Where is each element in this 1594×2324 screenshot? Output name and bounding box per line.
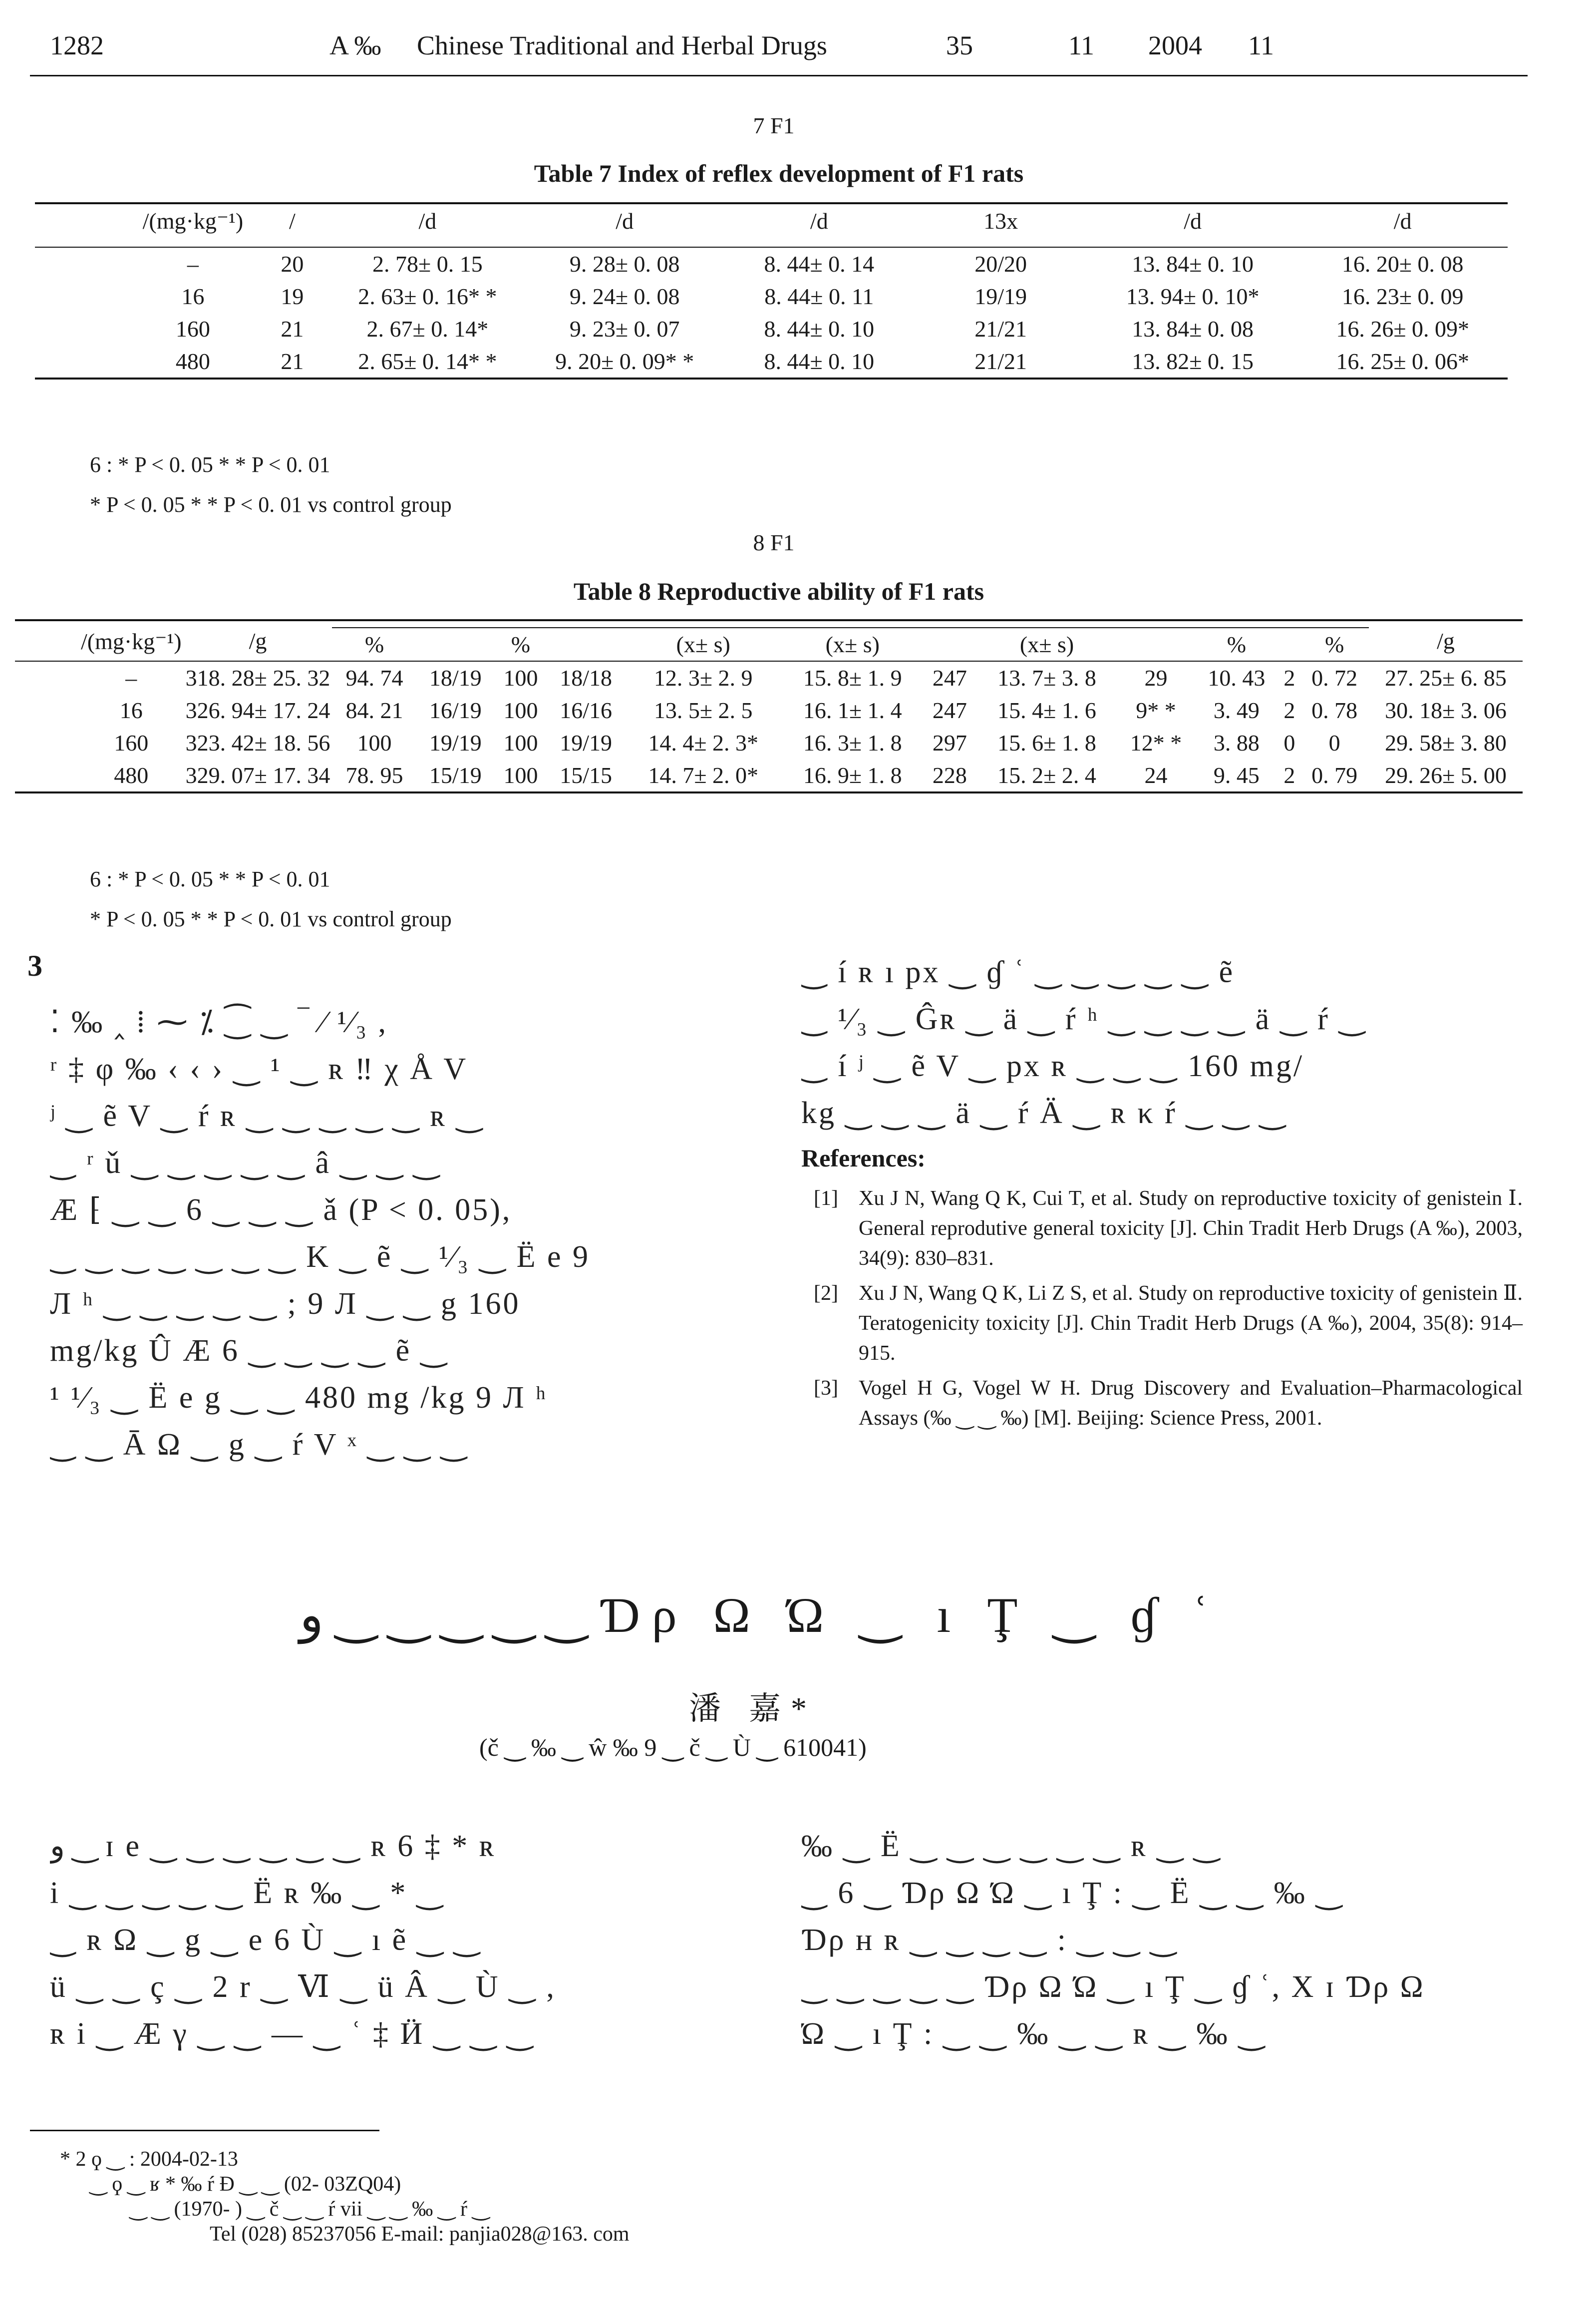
table8-h-b xyxy=(1279,620,1369,628)
reference-item xyxy=(814,1278,1528,1373)
table-cell: 15. 6± 1. 8 xyxy=(997,730,1096,756)
table-cell: 16/16 xyxy=(560,698,612,723)
left-column-text xyxy=(50,999,779,1468)
table-cell xyxy=(35,280,132,313)
article-affiliation: (č ‿ ‰ ‿ ŵ ‰ 9 ‿ č ‿ Ù ‿ 610041) xyxy=(479,1733,867,1761)
table-cell: 21/21 xyxy=(974,316,1027,342)
table-cell xyxy=(35,313,132,345)
table-cell: 19/19 xyxy=(974,284,1027,309)
text-line: kg ‿ ‿ ‿ ä ‿ ŕ Ä ‿ ʀ κ ŕ ‿ ‿ ‿ xyxy=(801,1096,1287,1130)
table-cell: 12. 3± 2. 9 xyxy=(653,665,753,691)
table7-h-c2: /d xyxy=(616,208,634,234)
article2-right-text xyxy=(801,1823,1530,2057)
table-cell: 323. 42± 18. 56 xyxy=(185,730,330,756)
text-line: Ɗρ ʜ ʀ ‿ ‿ ‿ ‿ : ‿ ‿ ‿ xyxy=(801,1923,1178,1957)
table-cell xyxy=(15,694,79,727)
references-heading: References: xyxy=(801,1144,926,1172)
table8-h-dose xyxy=(79,620,184,661)
table8-caption-en: Table 8 Reproductive ability of F1 rats xyxy=(573,577,984,605)
journal-name-en: Chinese Traditional and Herbal Drugs xyxy=(417,30,827,60)
table-cell: 18/18 xyxy=(560,665,612,691)
table-cell: 84. 21 xyxy=(345,698,403,723)
table-cell: 13. 84± 0. 08 xyxy=(1132,316,1254,342)
table-cell: 21 xyxy=(281,316,304,342)
month: 11 xyxy=(1248,30,1274,60)
table-cell xyxy=(15,727,79,759)
table-cell: 19/19 xyxy=(429,730,482,756)
table-cell: 2. 65± 0. 14* * xyxy=(358,349,497,374)
table7-h-group xyxy=(35,203,132,237)
table-cell: 9. 28± 0. 08 xyxy=(569,251,680,277)
table-row xyxy=(35,313,1508,345)
footnote-received: * 2 ϙ ‿ : 2004-02-13 xyxy=(60,2148,238,2171)
table-cell: 297 xyxy=(932,730,967,756)
table-cell: 228 xyxy=(932,763,967,788)
table-cell: 14. 4± 2. 3* xyxy=(648,730,759,756)
table-cell: 8. 44± 0. 10 xyxy=(764,349,875,374)
table-cell: 12* * xyxy=(1130,730,1182,756)
table8-h-last: /g xyxy=(1437,628,1455,654)
table8-sh-l1 xyxy=(923,628,976,661)
page-number: 1282 xyxy=(50,30,104,60)
table-cell: 160 xyxy=(114,730,149,756)
table8-note-cn: 6 : * P < 0. 05 * * P < 0. 01 xyxy=(90,867,330,891)
table7 xyxy=(35,202,1508,380)
reference-item xyxy=(814,1183,1528,1278)
running-header xyxy=(50,30,1513,70)
article2-left-text xyxy=(50,1823,779,2057)
table8-h-litter xyxy=(923,620,1117,628)
table-cell: 247 xyxy=(932,698,967,723)
text-line: ‰ ‿ Ë ‿ ‿ ‿ ‿ ‿ ‿ ʀ ‿ ‿ xyxy=(801,1829,1222,1863)
table7-caption-cn: 7 F1 xyxy=(753,113,795,138)
table-cell: – xyxy=(187,251,199,277)
table-cell: 0. 72 xyxy=(1311,665,1358,691)
table-cell: 2 xyxy=(1283,763,1295,788)
table8-sh-b2: % xyxy=(1324,632,1344,657)
table7-h-n xyxy=(254,203,330,237)
table8-sh-b1 xyxy=(1279,628,1300,661)
table-cell xyxy=(35,345,132,379)
table8-sh-ratio2 xyxy=(547,628,625,661)
table-cell: 16 xyxy=(119,698,143,723)
header-rule xyxy=(30,75,1528,76)
table-cell: 10. 43 xyxy=(1208,665,1266,691)
text-line: Æ ⁅ ‿ ‿ 6 ‿ ‿ ‿ ǎ (P < 0. 05), xyxy=(50,1193,512,1227)
text-line: ‿ ‿ ‿ ‿ ‿ Ɗρ Ω Ώ ‿ ı Ţ ‿ ɠ ʿ, X ɪ Ɗρ Ω xyxy=(801,1970,1425,2004)
table-row xyxy=(15,759,1523,792)
text-line: ⁚ ‰ ‸ ⁞ ⁓ ⁒ ⁐ ‿ ‾ ⁄ ¹⁄₃ , xyxy=(50,1005,388,1039)
text-line: ‿ 6 ‿ Ɗρ Ω Ώ ‿ ı Ţ : ‿ Ë ‿ ‿ ‰ ‿ xyxy=(801,1876,1344,1910)
table8-note-en: * P < 0. 05 * * P < 0. 01 vs control group xyxy=(90,907,452,931)
table8-h-a xyxy=(1118,620,1279,628)
table-cell: 19/19 xyxy=(560,730,612,756)
table-cell: 29. 26± 5. 00 xyxy=(1385,763,1507,788)
table8-sh-meansd: (x± s) xyxy=(676,632,730,657)
table-cell: 16. 25± 0. 06* xyxy=(1336,349,1470,374)
table-cell: 100 xyxy=(357,730,392,756)
table-cell: 16. 26± 0. 09* xyxy=(1336,316,1470,342)
table-cell: 0. 78 xyxy=(1311,698,1358,723)
article-title: ﻭ ‿ ‿ ‿ ‿ ‿ Ɗρ Ω Ώ ‿ ı Ţ ‿ ɠ ʿ xyxy=(300,1587,1221,1643)
table-cell: 3. 88 xyxy=(1213,730,1260,756)
table-cell: 326. 94± 17. 24 xyxy=(185,698,330,723)
table8-caption-cn: 8 F1 xyxy=(753,530,795,555)
table-cell: 8. 44± 0. 14 xyxy=(764,251,875,277)
table-cell: 2 xyxy=(1283,698,1295,723)
table7-caption-en: Table 7 Index of reflex development of F1 rats xyxy=(534,159,1024,187)
table-cell: 100 xyxy=(503,730,538,756)
table-row xyxy=(35,247,1508,280)
table-cell: 94. 74 xyxy=(345,665,403,691)
table-cell: 15/15 xyxy=(560,763,612,788)
text-line: ʀ i ‿ Æ γ ‿ ‿ — ‿ ʿ ‡ Ӥ ‿ ‿ ‿ xyxy=(50,2017,535,2051)
text-line: Л ʰ ‿ ‿ ‿ ‿ ‿ ; 9 Л ‿ ‿ g 160 xyxy=(50,1287,521,1321)
table-cell: 318. 28± 25. 32 xyxy=(185,665,330,691)
table-cell: 16. 1± 1. 4 xyxy=(803,698,902,723)
table8-sh-ratio xyxy=(417,628,494,661)
table-cell: 16/19 xyxy=(429,698,482,723)
reference-text: Xu J N, Wang Q K, Cui T, et al. Study on reproductive toxicity of genistein Ⅰ. General reprodutive general toxicity [J]. Chin Tradit Herb Drugs (A ‰), 2003, 34(9): 830–831. xyxy=(859,1187,1523,1270)
table-cell: 9* * xyxy=(1136,698,1176,723)
table-cell: – xyxy=(125,665,137,691)
table-cell: 8. 44± 0. 10 xyxy=(764,316,875,342)
table8-h-fertility xyxy=(494,620,625,628)
journal-name-cn: A ‰ xyxy=(329,30,381,60)
text-line: ‿ ‿ Ā Ω ‿ g ‿ ŕ V ˣ ‿ ‿ ‿ xyxy=(50,1428,468,1462)
table-cell: 15/19 xyxy=(429,763,482,788)
table-cell: 15. 8± 1. 9 xyxy=(803,665,902,691)
text-line: ‿ ʀ Ω ‿ g ‿ e 6 Ù ‿ ı ẽ ‿ ‿ xyxy=(50,1923,481,1957)
table-cell: 2. 78± 0. 15 xyxy=(372,251,483,277)
text-line: ʳ ‡ φ ‰ ‹ ‹ › ‿ ¹ ‿ ʀ ‼ χ Å V xyxy=(50,1052,468,1086)
table-cell: 0. 79 xyxy=(1311,763,1358,788)
table7-h-n-unit: / xyxy=(289,208,296,234)
table-row xyxy=(15,661,1523,694)
text-line: ‿ í ʀ ı px ‿ ɠ ʿ ‿ ‿ ‿ ‿ ‿ ẽ xyxy=(801,955,1235,989)
table7-h-c1: /d xyxy=(418,208,437,234)
table8-header-row xyxy=(15,620,1523,628)
reference-number: [1] xyxy=(814,1187,838,1210)
table8-sh-a1 xyxy=(1118,628,1195,661)
volume: 35 xyxy=(946,30,973,60)
table-cell: 480 xyxy=(114,763,149,788)
text-line: ‿ í ʲ ‿ ẽ V ‿ px ʀ ‿ ‿ ‿ 160 mg/ xyxy=(801,1049,1304,1083)
table8-sh-meansd3: (x± s) xyxy=(1019,632,1074,657)
table-cell: 27. 25± 6. 85 xyxy=(1385,665,1507,691)
table-cell: 29 xyxy=(1144,665,1168,691)
table-cell: 19 xyxy=(281,284,304,309)
table8-h-v1 xyxy=(625,620,782,628)
table-cell: 0 xyxy=(1283,730,1295,756)
table-cell: 2. 63± 0. 16* * xyxy=(358,284,497,309)
table8-sh-pct2: % xyxy=(511,632,531,657)
table-cell: 100 xyxy=(503,665,538,691)
footnote-bio: ‿ ‿ (1970- ) ‿ č ‿ ‿ ŕ vii ‿ ‿ ‰ ‿ ŕ ‿ xyxy=(130,2198,490,2221)
table8-h-v2 xyxy=(782,620,923,628)
reference-item xyxy=(814,1373,1528,1468)
table-cell: 30. 18± 3. 06 xyxy=(1385,698,1507,723)
table8-sh-a2: % xyxy=(1227,632,1247,657)
table7-note-en: * P < 0. 05 * * P < 0. 01 vs control group xyxy=(90,492,452,517)
table-cell: 13. 94± 0. 10* xyxy=(1126,284,1260,309)
table-cell: 14. 7± 2. 0* xyxy=(648,763,759,788)
table-cell: 20 xyxy=(281,251,304,277)
table-cell: 8. 44± 0. 11 xyxy=(764,284,874,309)
text-line: ﻭ ‿ ɪ e ‿ ‿ ‿ ‿ ‿ ‿ ʀ 6 ‡ * ʀ xyxy=(50,1829,496,1863)
table7-h-dose-unit: /(mg·kg⁻¹) xyxy=(142,208,244,234)
table-cell: 13. 84± 0. 10 xyxy=(1132,251,1254,277)
table-cell: 16. 20± 0. 08 xyxy=(1341,251,1464,277)
footnote-rule xyxy=(30,2130,379,2131)
table-cell xyxy=(35,247,132,280)
reference-text: Xu J N, Wang Q K, Li Z S, et al. Study on reproductive toxicity of genistein Ⅱ. Teratogenicity toxicity [J]. Chin Tradit Herb Drugs (A ‰), 2004, 35(8): 914–915. xyxy=(859,1282,1523,1365)
article-author: 潘 嘉* xyxy=(689,1691,817,1726)
table-cell: 9. 23± 0. 07 xyxy=(569,316,680,342)
table-cell: 16. 3± 1. 8 xyxy=(803,730,902,756)
table8-h-mating xyxy=(332,620,494,628)
table-cell: 15. 4± 1. 6 xyxy=(997,698,1096,723)
table8 xyxy=(15,619,1523,793)
table7-h-c5: /d xyxy=(1184,208,1202,234)
table-cell xyxy=(15,759,79,792)
table7-header-row xyxy=(35,203,1508,237)
footnote-contact: Tel (028) 85237056 E-mail: panjia028@163. com xyxy=(210,2223,630,2246)
table-row xyxy=(15,694,1523,727)
table-cell: 15. 2± 2. 4 xyxy=(997,763,1096,788)
text-line: ü ‿ ‿ ç ‿ 2 r ‿ Ⅵ ‿ ü Â ‿ Ù ‿ , xyxy=(50,1970,556,2004)
table7-h-c3: /d xyxy=(810,208,828,234)
section-3-heading: 3 xyxy=(27,949,42,982)
text-line: i ‿ ‿ ‿ ‿ ‿ Ë ʀ ‰ ‿ * ‿ xyxy=(50,1876,444,1910)
table-cell: 21 xyxy=(281,349,304,374)
text-line: ʲ ‿ ẽ V ‿ ŕ ʀ ‿ ‿ ‿ ‿ ‿ ʀ ‿ xyxy=(50,1099,484,1133)
table-cell: 16. 23± 0. 09 xyxy=(1341,284,1464,309)
table-cell: 78. 95 xyxy=(345,763,403,788)
reference-number: [2] xyxy=(814,1282,838,1305)
table-cell: 9. 20± 0. 09* * xyxy=(555,349,694,374)
table-cell: 0 xyxy=(1328,730,1340,756)
reference-text: Vogel H G, Vogel W H. Drug Discovery and Evaluation–Pharmacological Assays (‰ ‿ ‿ ‰) [M]. Beijing: Science Press, 2001. xyxy=(859,1377,1523,1430)
table-cell: 18/19 xyxy=(429,665,482,691)
table-cell: 9. 45 xyxy=(1213,763,1260,788)
table-cell: 100 xyxy=(503,763,538,788)
table-row xyxy=(35,345,1508,379)
table-cell: 160 xyxy=(175,316,210,342)
text-line: ¹ ¹⁄₃ ‿ Ë e g ‿ ‿ 480 mg /kg 9 Л ʰ xyxy=(50,1381,548,1415)
table-cell: 20/20 xyxy=(974,251,1027,277)
table-row xyxy=(15,727,1523,759)
table-cell: 16 xyxy=(181,284,205,309)
table-row xyxy=(35,280,1508,313)
right-column-text xyxy=(801,949,1530,1137)
table8-h-weight: /g xyxy=(249,628,267,654)
table-cell: 3. 49 xyxy=(1213,698,1260,723)
table7-h-dose xyxy=(132,203,254,237)
table-cell: 29. 58± 3. 80 xyxy=(1385,730,1507,756)
text-line: ‿ ‿ ‿ ‿ ‿ ‿ ‿ K ‿ ẽ ‿ ¹⁄₃ ‿ Ë e 9 xyxy=(50,1240,591,1274)
table7-h-c4: 13x xyxy=(983,208,1018,234)
table-cell: 100 xyxy=(503,698,538,723)
text-line: ‿ ʳ ǔ ‿ ‿ ‿ ‿ ‿ â ‿ ‿ ‿ xyxy=(50,1146,441,1180)
table-cell: 13. 82± 0. 15 xyxy=(1132,349,1254,374)
text-line: Ώ ‿ ı Ţ : ‿ ‿ ‰ ‿ ‿ ʀ ‿ ‰ ‿ xyxy=(801,2017,1266,2051)
table-cell: 2. 67± 0. 14* xyxy=(366,316,489,342)
table-cell: 2 xyxy=(1283,665,1295,691)
table8-h-dose-unit: /(mg·kg⁻¹) xyxy=(81,628,182,654)
table-cell: 9. 24± 0. 08 xyxy=(569,284,680,309)
table-cell: 16. 9± 1. 8 xyxy=(803,763,902,788)
reference-number: [3] xyxy=(814,1377,838,1400)
table7-note-cn: 6 : * P < 0. 05 * * P < 0. 01 xyxy=(90,452,330,477)
table-cell: 24 xyxy=(1144,763,1168,788)
table-cell: 21/21 xyxy=(974,349,1027,374)
issue: 11 xyxy=(1068,30,1094,60)
table-cell: 480 xyxy=(175,349,210,374)
table-cell xyxy=(15,661,79,694)
table-cell: 247 xyxy=(932,665,967,691)
text-line: mg/kg Û Æ 6 ‿ ‿ ‿ ‿ ẽ ‿ xyxy=(50,1334,448,1368)
text-line: ‿ ¹⁄₃ ‿ Ĝʀ ‿ ä ‿ ŕ ʰ ‿ ‿ ‿ ‿ ä ‿ ŕ ‿ xyxy=(801,1002,1367,1036)
table8-sh-pct: % xyxy=(364,632,384,657)
table8-h-group xyxy=(15,620,79,661)
year: 2004 xyxy=(1148,30,1202,60)
table8-sh-meansd2: (x± s) xyxy=(825,632,880,657)
table-cell: 329. 07± 17. 34 xyxy=(185,763,330,788)
footnote-fund: ‿ ϙ ‿ ʁ * ‰ ŕ Ɖ ‿ ‿ (02- 03ZQ04) xyxy=(90,2173,401,2196)
table-cell: 13. 5± 2. 5 xyxy=(653,698,753,723)
table-cell: 13. 7± 3. 8 xyxy=(997,665,1096,691)
table7-h-c6: /d xyxy=(1393,208,1412,234)
